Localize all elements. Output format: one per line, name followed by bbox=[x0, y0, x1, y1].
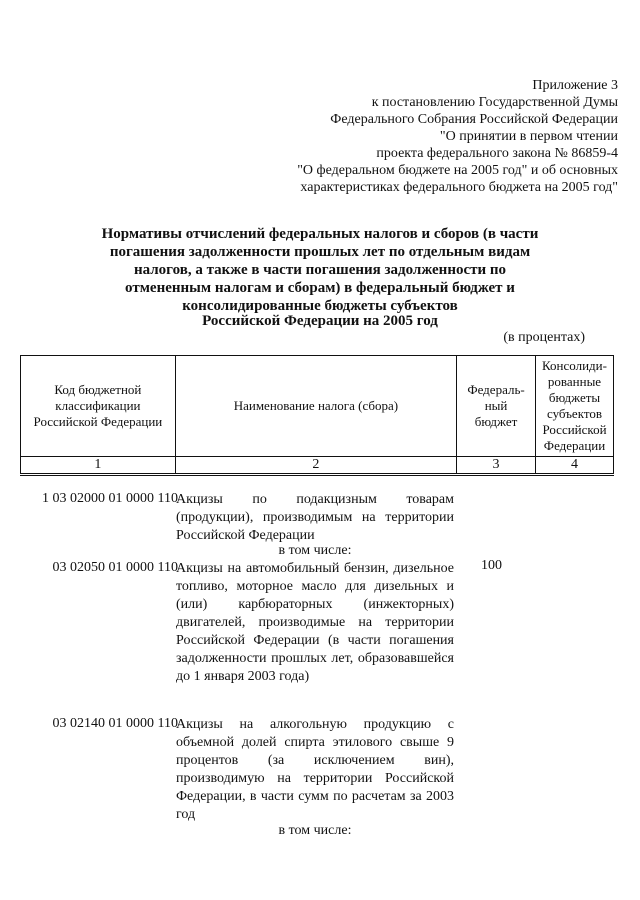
row-code: 1 03 02000 01 0000 110 bbox=[42, 491, 178, 506]
units-note: (в процентах) bbox=[503, 330, 585, 345]
header-line: Федерального Собрания Российской Федерации bbox=[330, 112, 618, 127]
row-name: Акцизы по подакцизным товарам (продукции), производимым на территории Российской Федерации bbox=[176, 492, 454, 543]
col-header-code: Код бюджетной классификации Российской Федерации bbox=[21, 356, 176, 457]
row-code: 03 02050 01 0000 110 bbox=[52, 560, 178, 575]
row-subnote: в том числе: bbox=[278, 543, 352, 558]
header-line: "О принятии в первом чтении bbox=[439, 129, 618, 144]
col-number: 4 bbox=[536, 457, 614, 475]
document-title: консолидированные бюджеты субъектов bbox=[182, 298, 458, 314]
row-name: Акцизы на алкогольную продукцию с объемной долей спирта этилового свыше 9 процентов (за исключением вин), производимую на территории Российской Федерации, в части сумм по расчетам за 2003 год bbox=[176, 717, 454, 822]
col-number: 3 bbox=[457, 457, 536, 475]
row-subnote: в том числе: bbox=[278, 823, 352, 838]
header-line: к постановлению Государственной Думы bbox=[371, 95, 618, 110]
header-line: характеристиках федерального бюджета на 2005 год" bbox=[300, 180, 618, 195]
appendix-label: Приложение 3 bbox=[532, 78, 618, 93]
header-line: проекта федерального закона № 86859-4 bbox=[376, 146, 618, 161]
col-header-name: Наименование налога (сбора) bbox=[175, 356, 456, 457]
rates-table-header bbox=[20, 355, 614, 476]
document-title: отмененным налогам и сборам) в федеральный бюджет и bbox=[125, 280, 515, 296]
row-name: Акцизы на автомобильный бензин, дизельное топливо, моторное масло для дизельных и (или) карбюраторных (инжекторных) двигателей, производимые на территории Российской Федерации (в части погашения задолженности прошлых лет, образовавшейся до 1 января 2003 года) bbox=[176, 561, 454, 684]
document-title: Нормативы отчислений федеральных налогов и сборов (в части bbox=[101, 226, 539, 242]
document-title: погашения задолженности прошлых лет по отдельным видам bbox=[109, 244, 531, 260]
row-federal-value: 100 bbox=[481, 558, 502, 573]
document-title: налогов, а также в части погашения задолженности по bbox=[133, 262, 507, 278]
col-header-regional: Консолиди-рованные бюджеты субъектов Российской Федерации bbox=[536, 356, 614, 457]
col-header-federal: Федераль-ный бюджет bbox=[457, 356, 536, 457]
col-number: 1 bbox=[21, 457, 176, 475]
row-code: 03 02140 01 0000 110 bbox=[52, 716, 178, 731]
document-title: Российской Федерации на 2005 год bbox=[202, 313, 438, 329]
table-header-row bbox=[21, 356, 614, 457]
column-number-row bbox=[21, 457, 614, 475]
col-number: 2 bbox=[175, 457, 456, 475]
header-line: "О федеральном бюджете на 2005 год" и об основных bbox=[297, 163, 618, 178]
